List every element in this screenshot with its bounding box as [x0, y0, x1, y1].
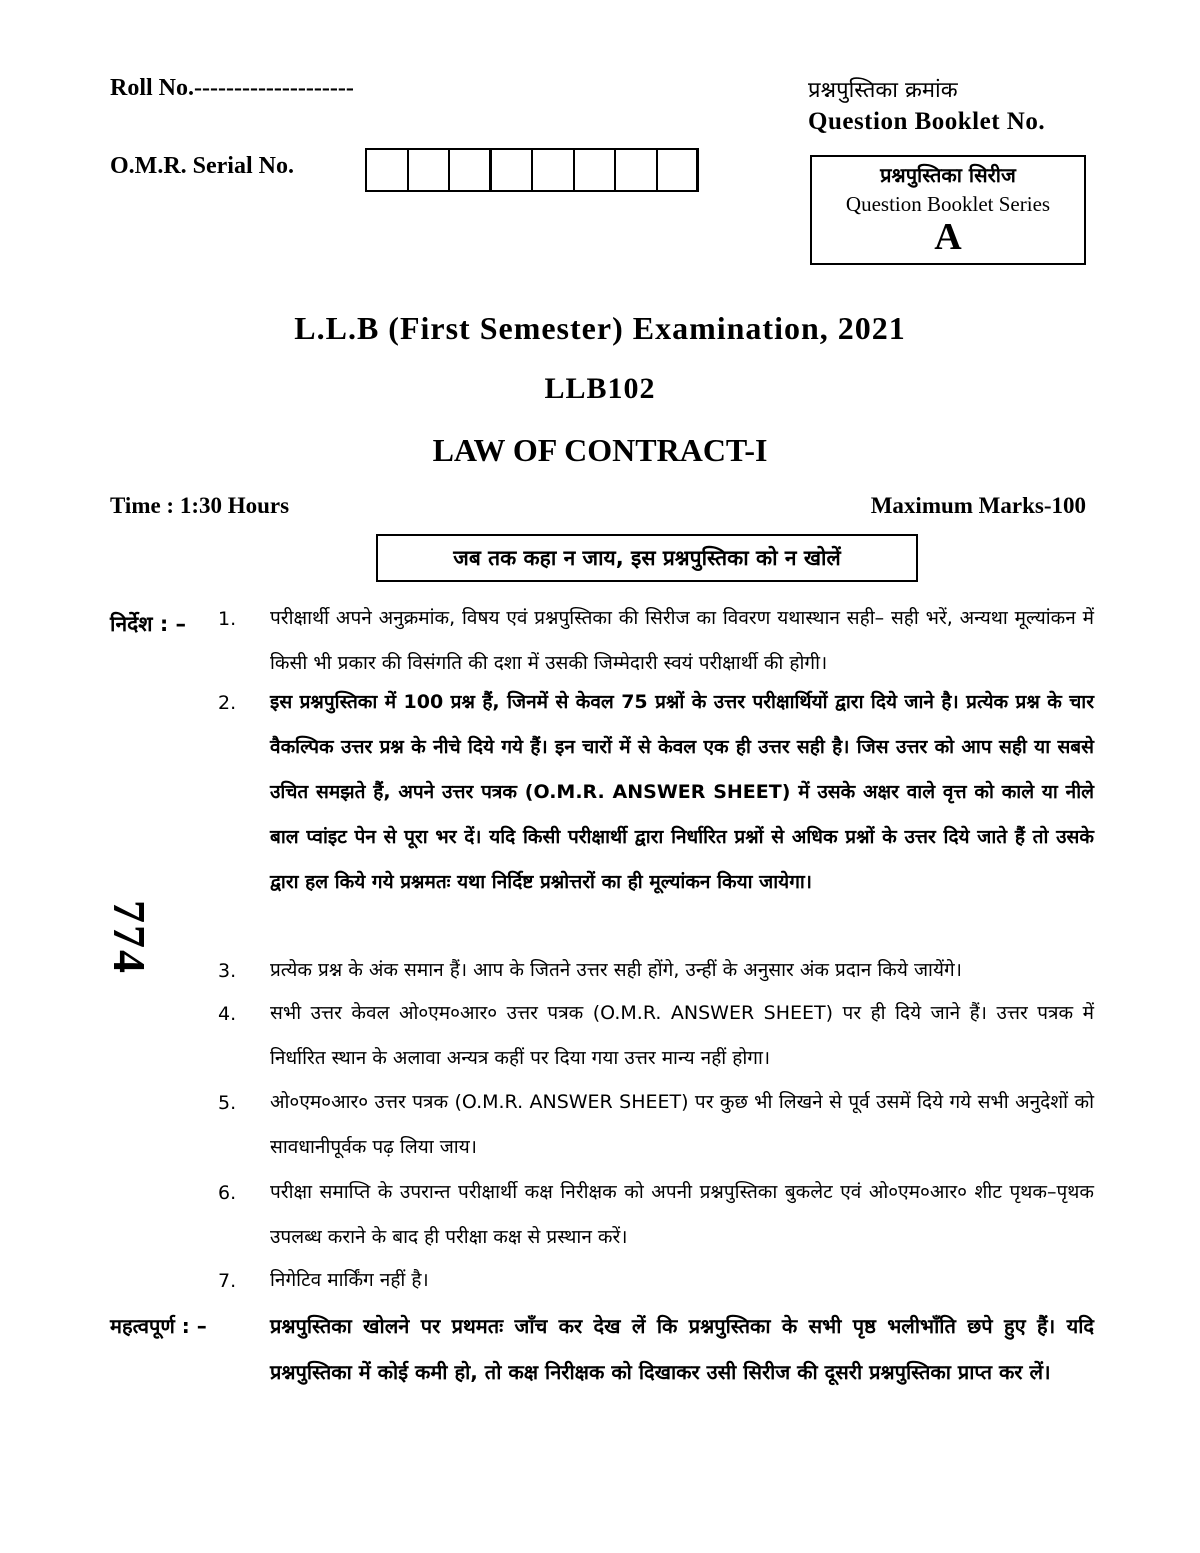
booklet-number-hindi: प्रश्नपुस्तिका क्रमांक	[808, 78, 958, 103]
instruction-text: इस प्रश्नपुस्तिका में 100 प्रश्न हैं, जिनमें से केवल 75 प्रश्नों के उत्तर परीक्षार्थियों द्वारा दिये जाने है। प्रत्येक प्रश्न के चार वैकल्पिक उत्तर प्रश्न के नीचे दिये गये हैं। इन चारों में से केवल एक ही उत्तर सही है। जिस उत्तर को आप सही या सबसे उचित समझते हैं, अपने उत्तर पत्रक (O.M.R. ANSWER SHEET) में उसके अक्षर वाले वृत्त को काले या नीले बाल प्वांइट पेन से पूरा भर दें। यदि किसी परीक्षार्थी द्वारा निर्धारित प्रश्नों से अधिक प्रश्नों के उत्तर दिये जाते हैं तो उसके द्वारा हल किये गये प्रश्नमतः यथा निर्दिष्ट प्रश्नोत्तरों का ही मूल्यांकन किया जायेगा।	[270, 691, 1094, 893]
instruction-text: सभी उत्तर केवल ओ०एम०आर० उत्तर पत्रक (O.M.R. ANSWER SHEET) पर ही दिये जाने हैं। उत्तर पत्रक में निर्धारित स्थान के अलावा अन्यत्र कहीं पर दिया गया उत्तर मान्य नहीं होगा।	[270, 1002, 1094, 1069]
omr-digit-box	[658, 150, 700, 190]
omr-digit-box	[409, 150, 451, 190]
booklet-number-label: Question Booklet No.	[808, 108, 1046, 135]
omr-digit-box	[533, 150, 575, 190]
do-not-open-warning: जब तक कहा न जाय, इस प्रश्नपुस्तिका को न खोलें	[376, 534, 918, 582]
important-note: प्रश्नपुस्तिका खोलने पर प्रथमतः जाँच कर देख लें कि प्रश्नपुस्तिका के सभी पृष्ठ भलीभाँति छपे हुए हैं। यदि प्रश्नपुस्तिका में कोई कमी हो, तो कक्ष निरीक्षक को दिखाकर उसी सिरीज की दूसरी प्रश्नपुस्तिका प्राप्त कर लें।	[270, 1314, 1094, 1384]
instruction-number: 6.	[218, 1182, 237, 1204]
max-marks: Maximum Marks-100	[870, 493, 1086, 518]
series-letter: A	[934, 216, 962, 258]
omr-serial-boxes	[365, 148, 699, 192]
instruction-number: 2.	[218, 692, 237, 714]
important-label: महत्वपूर्ण : –	[110, 1314, 207, 1338]
instruction-text: परीक्षा समाप्ति के उपरान्त परीक्षार्थी कक्ष निरीक्षक को अपनी प्रश्नपुस्तिका बुकलेट एवं ओ०एम०आर० शीट पृथक–पृथक उपलब्ध कराने के बाद ही परीक्षा कक्ष से प्रस्थान करें।	[270, 1181, 1094, 1248]
side-number-wrapper	[104, 900, 158, 990]
subject-title: LAW OF CONTRACT-I	[432, 432, 768, 468]
instruction-number: 1.	[218, 608, 237, 630]
omr-digit-box	[492, 150, 534, 190]
exam-title: L.L.B (First Semester) Examination, 2021	[294, 310, 906, 346]
course-code: LLB102	[544, 372, 656, 405]
instructions-label: निर्देश : –	[110, 612, 187, 636]
instruction-text: परीक्षार्थी अपने अनुक्रमांक, विषय एवं प्रश्नपुस्तिका की सिरीज का विवरण यथास्थान सही– सही भरें, अन्यथा मूल्यांकन में किसी भी प्रकार की विसंगति की दशा में उसकी जिम्मेदारी स्वयं परीक्षार्थी की होगी।	[270, 607, 1094, 674]
instruction-number: 7.	[218, 1270, 237, 1292]
instruction-text: प्रत्येक प्रश्न के अंक समान हैं। आप के जितने उत्तर सही होंगे, उन्हीं के अनुसार अंक प्रदान किये जायेंगे।	[270, 959, 962, 981]
instruction-text: निगेटिव मार्किंग नहीं है।	[270, 1269, 429, 1291]
booklet-series-box	[810, 155, 1086, 265]
roll-number-field: Roll No.--------------------	[110, 75, 354, 101]
series-label-hindi: प्रश्नपुस्तिका सिरीज	[880, 163, 1016, 187]
omr-digit-box	[450, 150, 492, 190]
exam-time: Time : 1:30 Hours	[110, 493, 290, 518]
omr-digit-box	[616, 150, 658, 190]
instruction-number: 5.	[218, 1092, 237, 1114]
omr-serial-label: O.M.R. Serial No.	[110, 153, 294, 179]
omr-digit-box	[367, 150, 409, 190]
side-number: 774	[104, 900, 155, 975]
omr-digit-box	[575, 150, 617, 190]
series-label-english: Question Booklet Series	[845, 192, 1051, 216]
instruction-number: 4.	[218, 1003, 237, 1025]
instruction-text: ओ०एम०आर० उत्तर पत्रक (O.M.R. ANSWER SHEET) पर कुछ भी लिखने से पूर्व उसमें दिये गये सभी अनुदेशों को सावधानीपूर्वक पढ़ लिया जाय।	[270, 1091, 1094, 1158]
instruction-number: 3.	[218, 960, 237, 982]
